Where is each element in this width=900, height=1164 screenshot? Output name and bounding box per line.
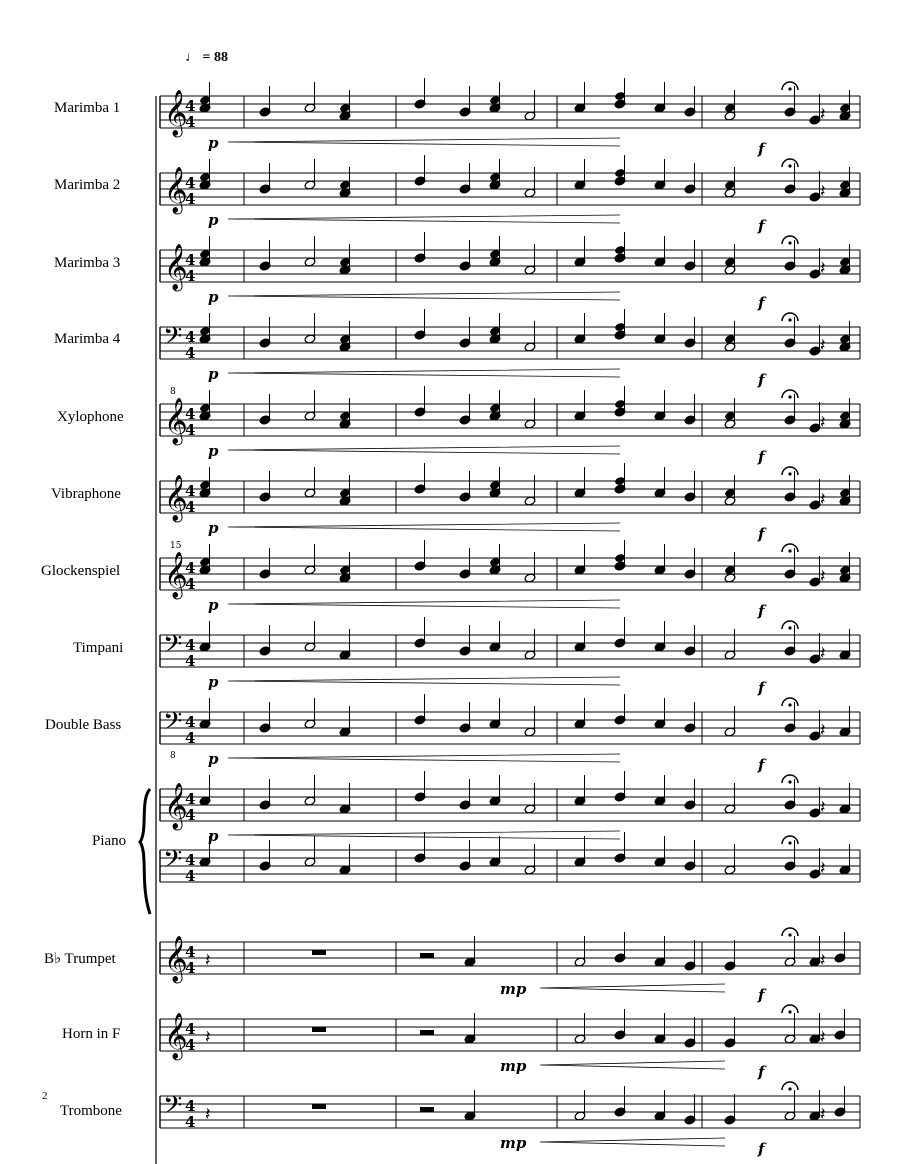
staff-11-time-top: 4 xyxy=(185,943,196,961)
staff-3-dynamic-end: f xyxy=(758,371,765,389)
staff-6-final-rest: 𝄽 xyxy=(820,566,826,587)
staff-2-dynamic-start: p xyxy=(208,288,219,306)
staff-12-dynamic-end: f xyxy=(758,1063,765,1081)
staff-0-time-top: 4 xyxy=(185,97,196,115)
staff-7-dynamic-end: f xyxy=(758,679,765,697)
staff-8-dynamic-start: p xyxy=(208,750,219,768)
staff-3-bass-clef: 𝄢 xyxy=(163,322,183,357)
staff-12-whole-rest xyxy=(312,1027,326,1032)
label-marimba-3: Marimba 3 xyxy=(54,255,121,271)
label-horn: Horn in F xyxy=(62,1026,121,1042)
staff-1-treble-clef: 𝄞 xyxy=(164,167,188,213)
staff-13-time-top: 4 xyxy=(185,1097,196,1115)
staff-5-crescendo-hairpin xyxy=(228,523,620,531)
staff-4-time-top: 4 xyxy=(185,405,196,423)
staff-4-crescendo-hairpin xyxy=(228,446,620,454)
staff-8-time-top: 4 xyxy=(185,713,196,731)
staff-7-dynamic-start: p xyxy=(208,673,219,691)
staff-13-time-bottom: 4 xyxy=(185,1113,196,1131)
staff-7-bass-clef: 𝄢 xyxy=(163,630,183,665)
staff-11-half-rest xyxy=(420,953,434,958)
staff-2-final-rest: 𝄽 xyxy=(820,258,826,279)
staff-0-crescendo-hairpin xyxy=(228,138,620,146)
staff-13-crescendo-hairpin xyxy=(540,1138,725,1146)
staff-6-octave-mark: 15 xyxy=(170,541,182,551)
staff-7-time-top: 4 xyxy=(185,636,196,654)
staff-5-final-rest: 𝄽 xyxy=(820,489,826,510)
staff-7-final-rest: 𝄽 xyxy=(820,643,826,664)
staff-13-quarter-rest: 𝄽 xyxy=(205,1104,211,1125)
staff-6-dynamic-start: p xyxy=(208,596,219,614)
staff-6-time-top: 4 xyxy=(185,559,196,577)
staff-12-crescendo-hairpin xyxy=(540,1061,725,1069)
staff-2-treble-clef: 𝄞 xyxy=(164,244,188,290)
staff-11-time-bottom: 4 xyxy=(185,959,196,977)
label-piano: Piano xyxy=(92,833,127,849)
staff-1-dynamic-end: f xyxy=(758,217,765,235)
staff-4-octave-mark: 8 xyxy=(170,387,176,397)
staff-12-fermata-dot xyxy=(788,1010,791,1013)
staff-4-final-rest: 𝄽 xyxy=(820,412,826,433)
staff-1-final-rest: 𝄽 xyxy=(820,181,826,202)
staff-8-octave-mark: 8 xyxy=(170,751,176,761)
staff-13-fermata-dot xyxy=(788,1087,791,1090)
staff-3-dynamic-start: p xyxy=(208,365,219,383)
staff-3-final-rest: 𝄽 xyxy=(820,335,826,356)
tempo-marking: ♩ = 88 xyxy=(185,50,228,65)
staff-5-fermata-dot xyxy=(788,472,791,475)
staff-13-final-rest: 𝄽 xyxy=(820,1104,826,1125)
staff-4-time-bottom: 4 xyxy=(185,421,196,439)
staff-3-fermata-dot xyxy=(788,318,791,321)
staff-6-fermata-dot xyxy=(788,549,791,552)
staff-2-time-top: 4 xyxy=(185,251,196,269)
staff-3-time-bottom: 4 xyxy=(185,344,196,362)
label-double-bass: Double Bass xyxy=(45,717,122,733)
staff-0-dynamic-start: p xyxy=(208,134,219,152)
staff-13-dynamic-end: f xyxy=(758,1140,765,1158)
label-timpani: Timpani xyxy=(73,640,124,656)
staff-12-time-top: 4 xyxy=(185,1020,196,1038)
staff-8-bass-clef: 𝄢 xyxy=(163,707,183,742)
staff-8-time-bottom: 4 xyxy=(185,729,196,747)
staff-1-dynamic-start: p xyxy=(208,211,219,229)
staff-7-crescendo-hairpin xyxy=(228,677,620,685)
staff-6-crescendo-hairpin xyxy=(228,600,620,608)
page-number: 2 xyxy=(42,1090,48,1102)
label-glockenspiel: Glockenspiel xyxy=(41,563,121,579)
staff-0-treble-clef: 𝄞 xyxy=(164,90,188,136)
staff-12-final-rest: 𝄽 xyxy=(820,1027,826,1048)
staff-4-dynamic-end: f xyxy=(758,448,765,466)
label-trumpet: B♭ Trumpet xyxy=(44,951,116,967)
staff-9-time-bottom: 4 xyxy=(185,806,196,824)
staff-13-bass-clef: 𝄢 xyxy=(163,1091,183,1126)
staff-6-treble-clef: 𝄞 xyxy=(164,552,188,598)
piano-brace xyxy=(140,789,150,914)
staff-9-dynamic-start: p xyxy=(208,827,219,845)
label-marimba-1: Marimba 1 xyxy=(54,100,121,116)
staff-12-quarter-rest: 𝄽 xyxy=(205,1027,211,1048)
staff-4-dynamic-start: p xyxy=(208,442,219,460)
staff-11-final-rest: 𝄽 xyxy=(820,950,826,971)
staff-5-dynamic-end: f xyxy=(758,525,765,543)
staff-13-half-rest xyxy=(420,1107,434,1112)
staff-2-dynamic-end: f xyxy=(758,294,765,312)
staff-0-fermata-dot xyxy=(788,87,791,90)
staff-1-fermata-dot xyxy=(788,164,791,167)
staff-8-final-rest: 𝄽 xyxy=(820,720,826,741)
staff-5-time-top: 4 xyxy=(185,482,196,500)
label-marimba-4: Marimba 4 xyxy=(54,331,121,347)
staff-12-dynamic-start: mp xyxy=(500,1057,527,1075)
staff-8-crescendo-hairpin xyxy=(228,754,620,762)
staff-5-dynamic-start: p xyxy=(208,519,219,537)
staff-3-crescendo-hairpin xyxy=(228,369,620,377)
staff-8-fermata-dot xyxy=(788,703,791,706)
label-marimba-2: Marimba 2 xyxy=(54,177,121,193)
staff-11-treble-clef: 𝄞 xyxy=(164,936,188,982)
staff-2-fermata-dot xyxy=(788,241,791,244)
staff-1-time-bottom: 4 xyxy=(185,190,196,208)
staff-10-final-rest: 𝄽 xyxy=(820,858,826,879)
staff-11-dynamic-start: mp xyxy=(500,980,527,998)
staff-11-quarter-rest: 𝄽 xyxy=(205,950,211,971)
staff-13-dynamic-start: mp xyxy=(500,1134,527,1152)
label-xylophone: Xylophone xyxy=(57,409,124,425)
staff-9-final-rest: 𝄽 xyxy=(820,797,826,818)
staff-10-time-bottom: 4 xyxy=(185,867,196,885)
staff-1-crescendo-hairpin xyxy=(228,215,620,223)
staff-9-time-top: 4 xyxy=(185,790,196,808)
staff-12-treble-clef: 𝄞 xyxy=(164,1013,188,1059)
staff-2-time-bottom: 4 xyxy=(185,267,196,285)
staff-9-fermata-dot xyxy=(788,780,791,783)
staff-5-treble-clef: 𝄞 xyxy=(164,475,188,521)
staff-6-dynamic-end: f xyxy=(758,602,765,620)
staff-3-time-top: 4 xyxy=(185,328,196,346)
staff-13-whole-rest xyxy=(312,1104,326,1109)
staff-11-dynamic-end: f xyxy=(758,986,765,1004)
staff-4-treble-clef: 𝄞 xyxy=(164,398,188,444)
staff-10-fermata-dot xyxy=(788,841,791,844)
staff-9-treble-clef: 𝄞 xyxy=(164,783,188,829)
staff-8-dynamic-end: f xyxy=(758,756,765,774)
staff-7-time-bottom: 4 xyxy=(185,652,196,670)
label-vibraphone: Vibraphone xyxy=(51,486,121,502)
staff-5-time-bottom: 4 xyxy=(185,498,196,516)
label-trombone: Trombone xyxy=(60,1103,122,1119)
staff-10-bass-clef: 𝄢 xyxy=(163,845,183,880)
staff-10-time-top: 4 xyxy=(185,851,196,869)
staff-1-time-top: 4 xyxy=(185,174,196,192)
staff-11-crescendo-hairpin xyxy=(540,984,725,992)
staff-4-fermata-dot xyxy=(788,395,791,398)
staff-0-final-rest: 𝄽 xyxy=(820,104,826,125)
staff-11-whole-rest xyxy=(312,950,326,955)
staff-7-fermata-dot xyxy=(788,626,791,629)
staff-0-dynamic-end: f xyxy=(758,140,765,158)
staff-6-time-bottom: 4 xyxy=(185,575,196,593)
staff-2-crescendo-hairpin xyxy=(228,292,620,300)
staff-12-half-rest xyxy=(420,1030,434,1035)
staff-11-fermata-dot xyxy=(788,933,791,936)
staff-0-time-bottom: 4 xyxy=(185,113,196,131)
staff-12-time-bottom: 4 xyxy=(185,1036,196,1054)
